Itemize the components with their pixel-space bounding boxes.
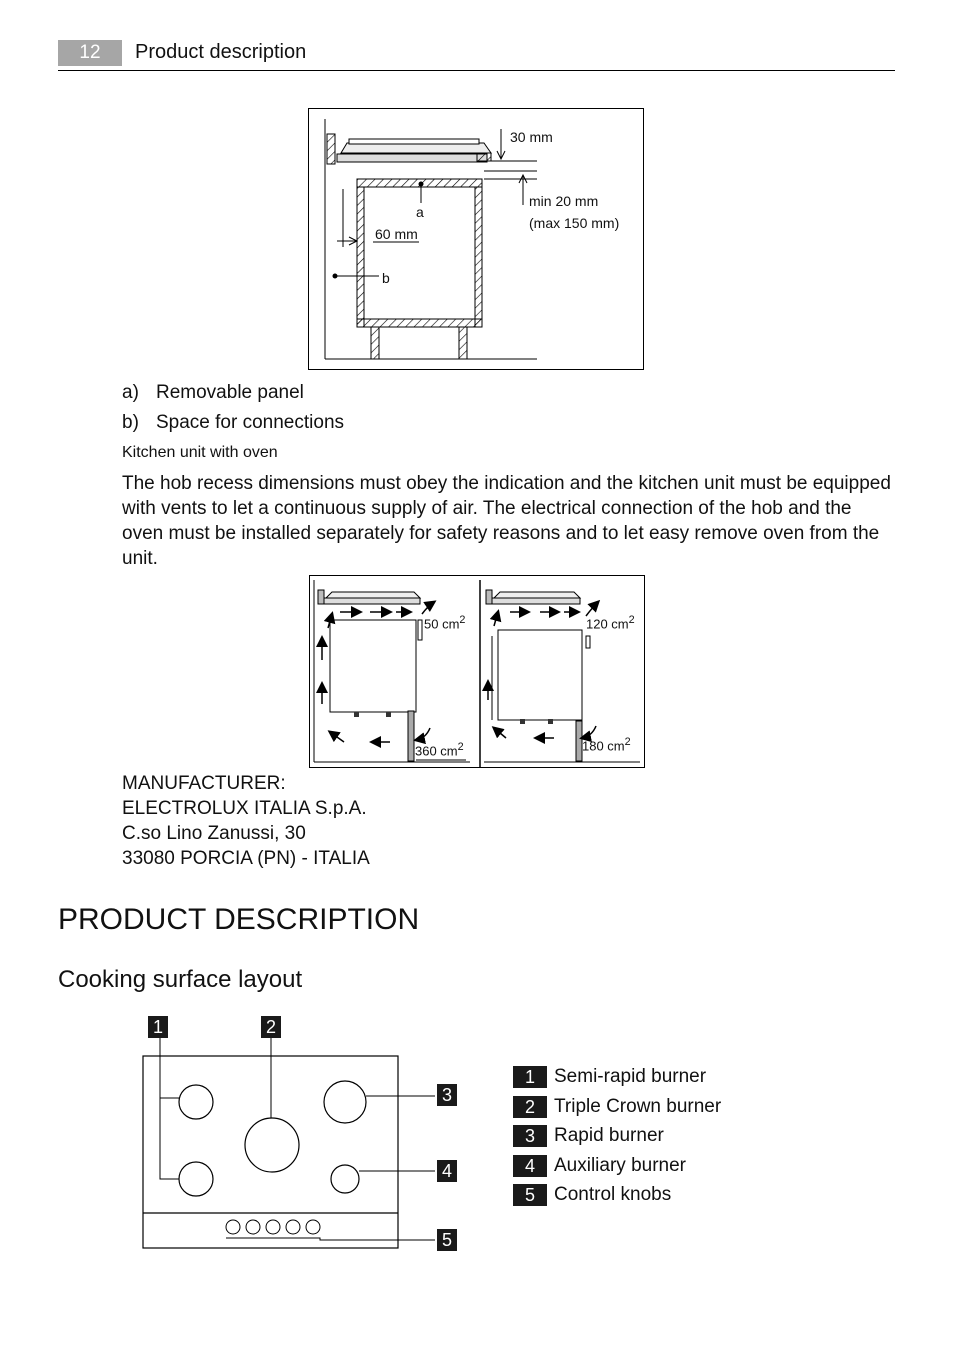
header-rule — [58, 70, 895, 71]
figure-caption: Kitchen unit with oven — [122, 444, 278, 461]
dim-label-min: min 20 mm — [529, 193, 599, 209]
page-number: 12 — [58, 40, 122, 66]
callout-5: 5 — [437, 1229, 457, 1251]
list-text: Space for connections — [156, 412, 345, 433]
subsection-title: Cooking surface layout — [58, 966, 303, 993]
vent-left-bottom: 360 $cm^2$ — [415, 741, 464, 759]
list-text: Removable panel — [156, 382, 304, 403]
callout-4: 4 — [437, 1160, 457, 1182]
vent-right-bottom: 180 $cm^2$ — [582, 736, 631, 754]
callout-1: 1 — [148, 1016, 168, 1038]
manufacturer-block — [122, 771, 370, 871]
callout-3: 3 — [437, 1084, 457, 1106]
installation-diagram — [308, 108, 644, 370]
legend-label: Triple Crown burner — [554, 1096, 722, 1117]
legend-number: 2 — [513, 1096, 547, 1118]
label-b: b — [382, 270, 390, 286]
legend-label: Auxiliary burner — [554, 1155, 686, 1176]
legend-label: Control knobs — [554, 1184, 672, 1205]
vent-left-top: 50 $cm^2$ — [424, 614, 466, 632]
dim-label-top: 30 mm — [510, 129, 553, 145]
manufacturer-line: C.so Lino Zanussi, 30 — [122, 823, 306, 844]
callout-2: 2 — [261, 1016, 281, 1038]
running-header-title: Product description — [135, 41, 307, 63]
legend-label: Rapid burner — [554, 1125, 664, 1146]
layout-legend — [513, 1065, 813, 1215]
body-paragraph: The hob recess dimensions must obey the indication and the kitchen unit must be equipped with vents to let a continuous supply of air. The electrical connection of the hob and the oven must be installed separately for safety reasons and to let easy remove oven from the unit. — [122, 473, 891, 569]
manufacturer-heading: MANUFACTURER: — [122, 773, 286, 794]
label-a: a — [416, 204, 424, 220]
vent-right-top: 120 $cm^2$ — [586, 614, 635, 632]
list-marker: a) — [122, 382, 139, 403]
legend-number: 1 — [513, 1066, 547, 1088]
ventilation-diagram — [309, 575, 645, 768]
section-title: PRODUCT DESCRIPTION — [58, 903, 420, 936]
cooking-surface-diagram — [140, 1010, 470, 1255]
legend-number: 5 — [513, 1184, 547, 1206]
manufacturer-line: ELECTROLUX ITALIA S.p.A. — [122, 798, 367, 819]
list-item-b — [122, 410, 345, 435]
legend-number: 3 — [513, 1125, 547, 1147]
legend-number: 4 — [513, 1155, 547, 1177]
dim-label-side: 60 mm — [375, 226, 418, 242]
legend-label: Semi-rapid burner — [554, 1066, 707, 1087]
manufacturer-line: 33080 PORCIA (PN) - ITALIA — [122, 848, 370, 869]
dim-label-max: (max 150 mm) — [529, 215, 620, 231]
list-marker: b) — [122, 412, 139, 433]
list-item-a — [122, 380, 304, 405]
